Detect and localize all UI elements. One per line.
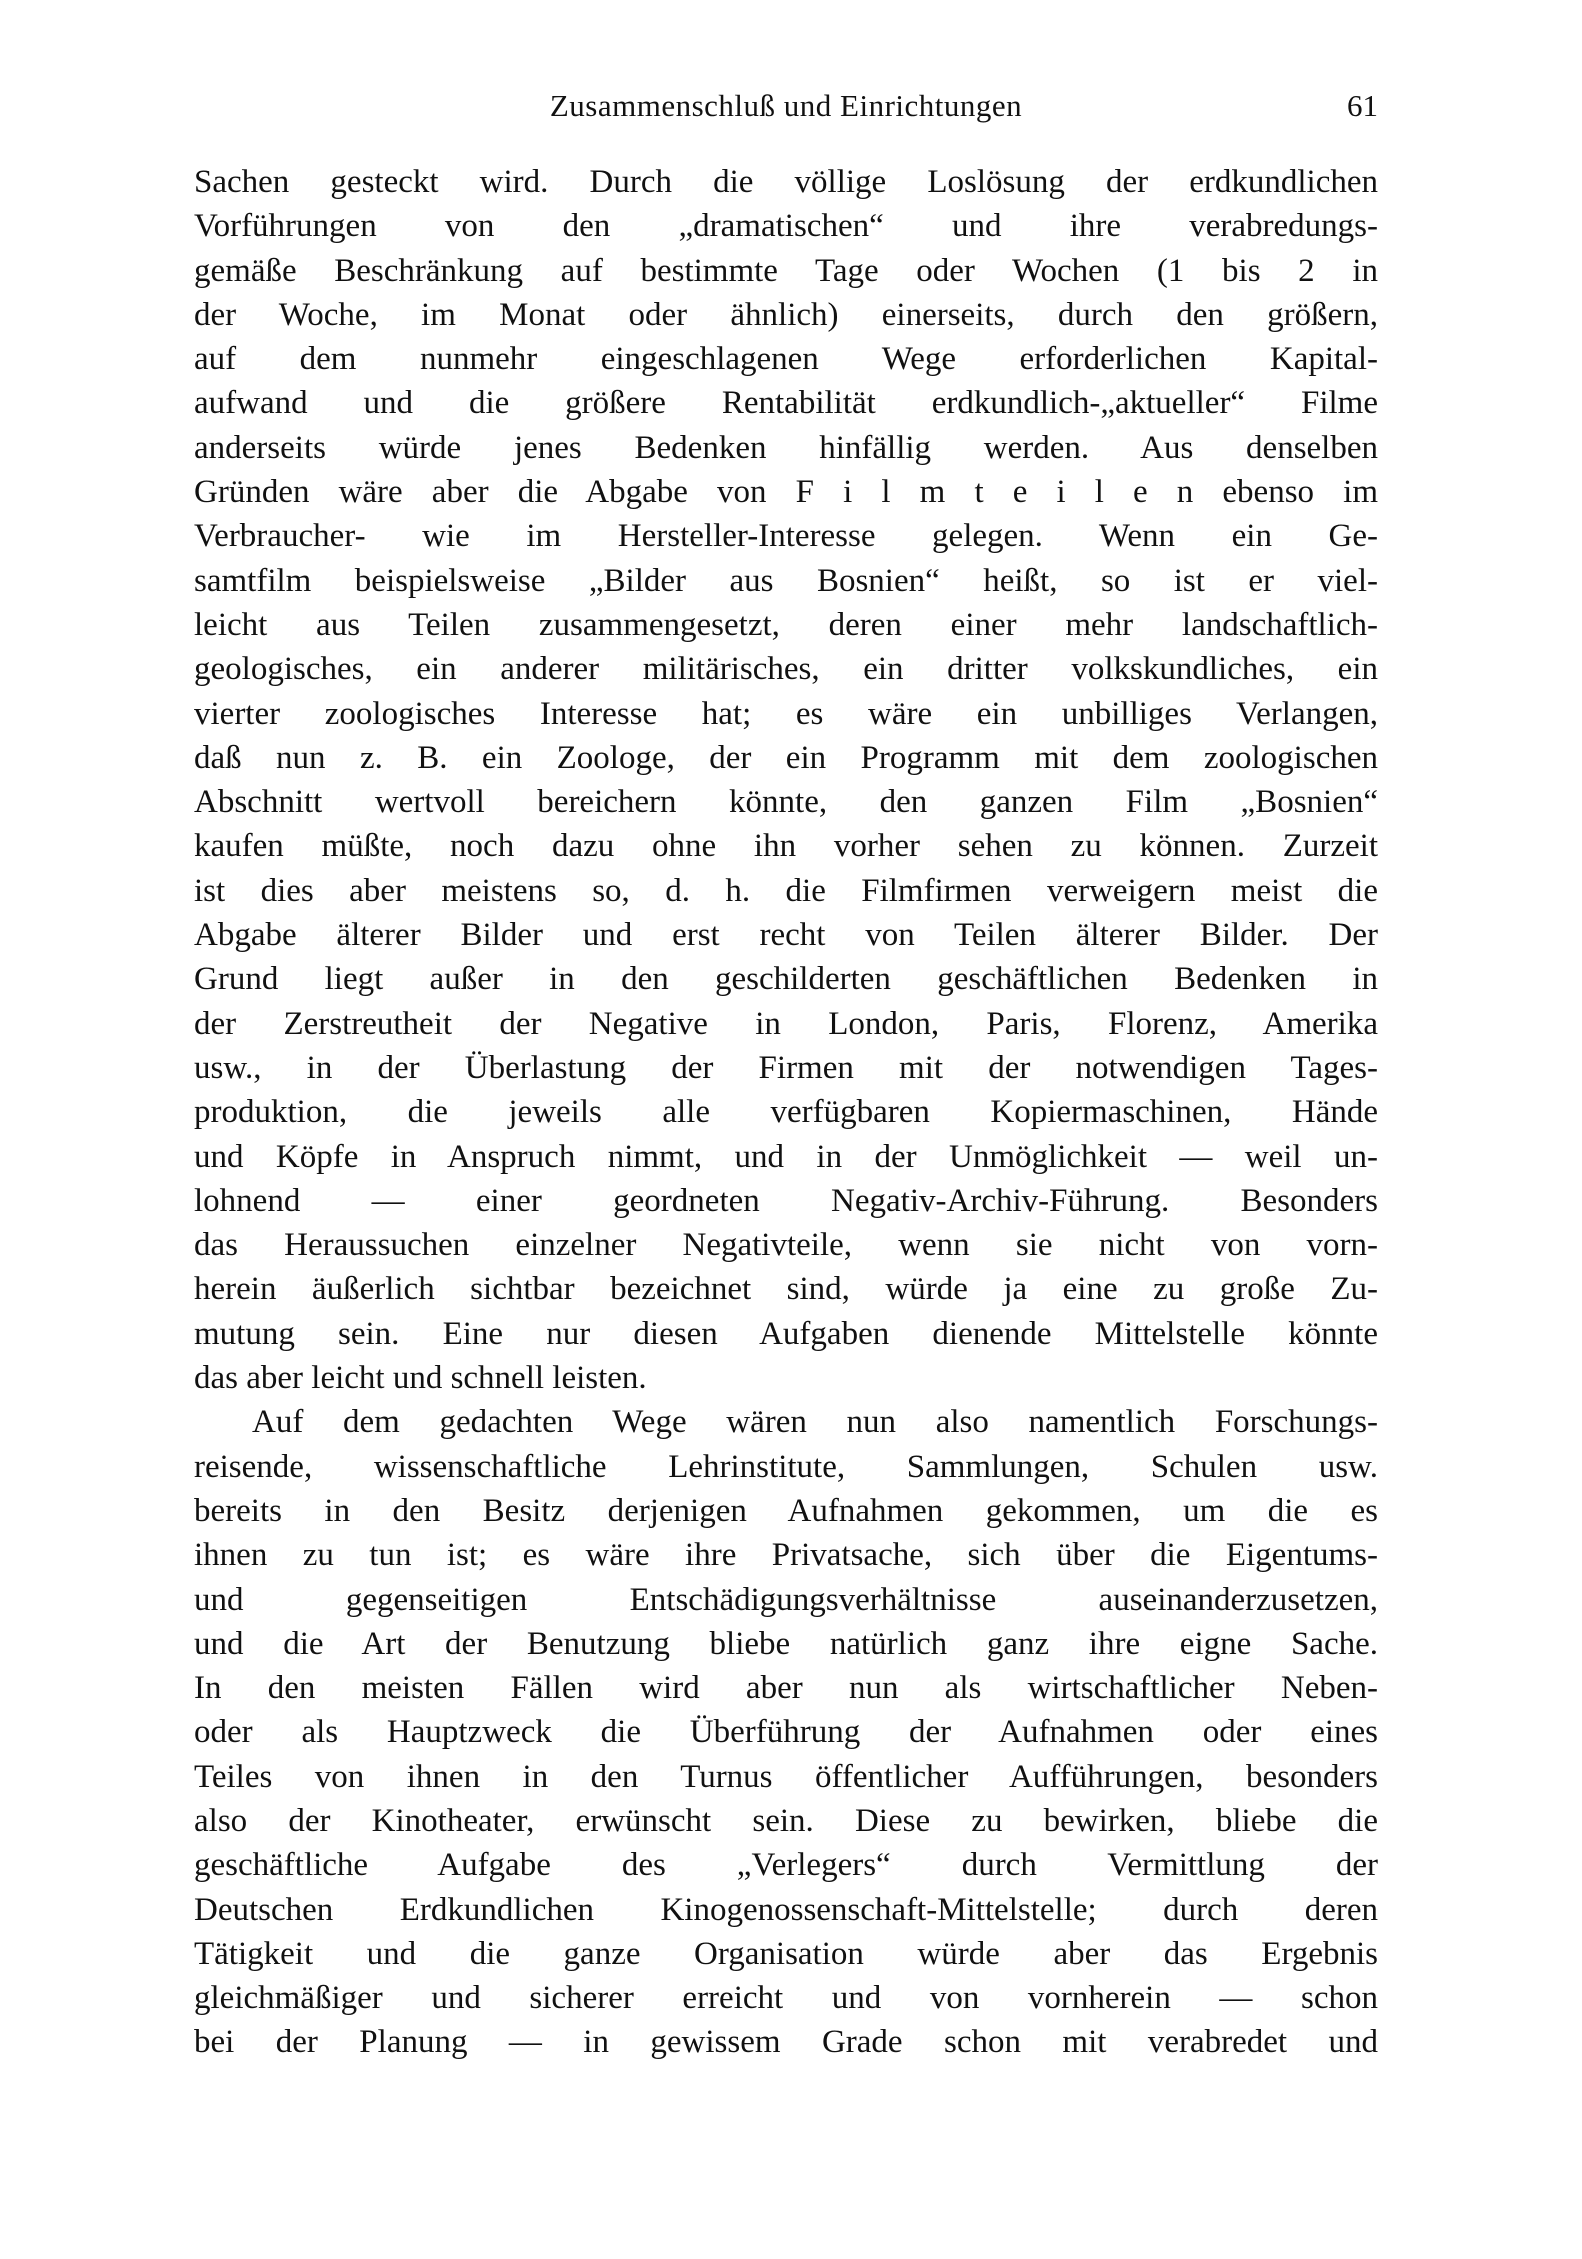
text-line: Verbraucher- wie im Hersteller-Interesse gelegen. Wenn ein Ge- <box>194 518 1378 555</box>
text-line: reisende, wissenschaftliche Lehrinstitute, Sammlungen, Schulen usw. <box>194 1448 1378 1485</box>
text-line: ihnen zu tun ist; es wäre ihre Privatsache, sich über die Eigentums- <box>194 1537 1378 1574</box>
text-line: Abgabe älterer Bilder und erst recht von Teilen älterer Bilder. Der <box>194 917 1378 954</box>
text-line: herein äußerlich sichtbar bezeichnet sind, würde ja eine zu große Zu- <box>194 1271 1378 1308</box>
body-text <box>194 160 1378 2065</box>
text-line: mutung sein. Eine nur diesen Aufgaben dienende Mittelstelle könnte <box>194 1315 1378 1352</box>
text-line: der Zerstreutheit der Negative in London, Paris, Florenz, Amerika <box>194 1005 1378 1042</box>
text-line: lohnend — einer geordneten Negativ-Archiv-Führung. Besonders <box>194 1182 1378 1219</box>
text-line: leicht aus Teilen zusammengesetzt, deren einer mehr landschaftlich- <box>194 606 1378 643</box>
text-line: geologisches, ein anderer militärisches, ein dritter volkskundliches, ein <box>194 651 1378 688</box>
text-line: Teiles von ihnen in den Turnus öffentlicher Aufführungen, besonders <box>194 1758 1378 1795</box>
text-line: gleichmäßiger und sicherer erreicht und von vornherein — schon <box>194 1980 1378 2017</box>
text-line: und die Art der Benutzung bliebe natürlich ganz ihre eigne Sache. <box>194 1625 1378 1662</box>
text-line: In den meisten Fällen wird aber nun als wirtschaftlicher Neben- <box>194 1670 1378 1707</box>
text-line: der Woche, im Monat oder ähnlich) einerseits, durch den größern, <box>194 296 1378 333</box>
text-line: Grund liegt außer in den geschilderten geschäftlichen Bedenken in <box>194 961 1378 998</box>
text-line: das aber leicht und schnell leisten. <box>194 1360 647 1397</box>
text-line: daß nun z. B. ein Zoologe, der ein Programm mit dem zoologischen <box>194 739 1378 776</box>
text-line: Tätigkeit und die ganze Organisation würde aber das Ergebnis <box>194 1935 1378 1972</box>
running-title: Zusammenschluß und Einrichtungen <box>549 88 1023 123</box>
text-line: Sachen gesteckt wird. Durch die völlige Loslösung der erdkundlichen <box>194 164 1378 200</box>
text-line: usw., in der Überlastung der Firmen mit der notwendigen Tages- <box>194 1049 1378 1086</box>
text-line: samtfilm beispielsweise „Bilder aus Bosnien“ heißt, so ist er viel- <box>194 562 1378 599</box>
text-line: Vorführungen von den „dramatischen“ und ihre verabredungs- <box>194 208 1378 245</box>
text-line: Auf dem gedachten Wege wären nun also namentlich Forschungs- <box>252 1404 1378 1441</box>
text-line: bereits in den Besitz derjenigen Aufnahmen gekommen, um die es <box>194 1492 1378 1529</box>
text-line: Deutschen Erdkundlichen Kinogenossenschaft-Mittelstelle; durch deren <box>194 1891 1378 1928</box>
page-header <box>194 88 1378 132</box>
text-line: also der Kinotheater, erwünscht sein. Diese zu bewirken, bliebe die <box>194 1802 1378 1839</box>
text-line: auf dem nunmehr eingeschlagenen Wege erforderlichen Kapital- <box>194 341 1378 378</box>
text-line: bei der Planung — in gewissem Grade schon mit verabredet und <box>194 2024 1378 2061</box>
text-line: kaufen müßte, noch dazu ohne ihn vorher sehen zu können. Zurzeit <box>194 828 1378 865</box>
text-line: Gründen wäre aber die Abgabe von F i l m t e i l e n ebenso im <box>194 474 1378 511</box>
text-line: Abschnitt wertvoll bereichern könnte, den ganzen Film „Bosnien“ <box>194 784 1378 821</box>
text-line: ist dies aber meistens so, d. h. die Filmfirmen verweigern meist die <box>194 872 1378 909</box>
text-line: gemäße Beschränkung auf bestimmte Tage oder Wochen (1 bis 2 in <box>194 252 1378 289</box>
text-line: das Heraussuchen einzelner Negativteile, wenn sie nicht von vorn- <box>194 1227 1378 1264</box>
text-line: und Köpfe in Anspruch nimmt, und in der Unmöglichkeit — weil un- <box>194 1138 1378 1175</box>
text-line: vierter zoologisches Interesse hat; es wäre ein unbilliges Verlangen, <box>194 695 1378 732</box>
text-line: oder als Hauptzweck die Überführung der Aufnahmen oder eines <box>194 1714 1378 1751</box>
text-line: geschäftliche Aufgabe des „Verlegers“ durch Vermittlung der <box>194 1847 1378 1884</box>
text-line: und gegenseitigen Entschädigungsverhältnisse auseinanderzusetzen, <box>194 1581 1378 1618</box>
text-line: anderseits würde jenes Bedenken hinfällig werden. Aus denselben <box>194 429 1378 466</box>
text-line: aufwand und die größere Rentabilität erdkundlich-„aktueller“ Filme <box>194 385 1378 422</box>
text-line: produktion, die jeweils alle verfügbaren Kopiermaschinen, Hände <box>194 1094 1378 1131</box>
page-number: 61 <box>1347 88 1378 123</box>
